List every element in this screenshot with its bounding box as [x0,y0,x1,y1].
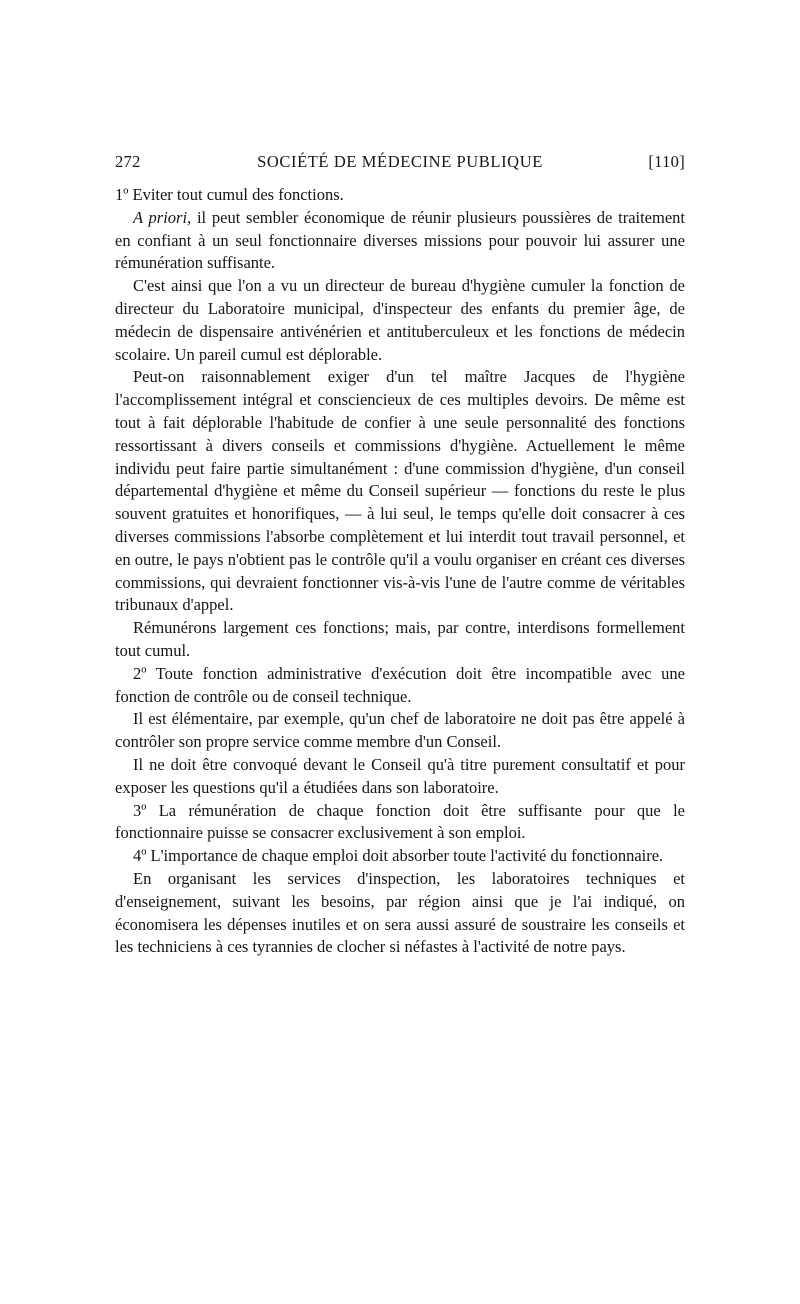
paragraph-text: 4º L'importance de chaque emploi doit absorber toute l'activité du fonctionnaire. [133,846,664,866]
paragraph-11 [115,868,685,959]
paragraph-7 [115,708,685,754]
body-text [115,184,685,959]
paragraph-10 [115,845,685,868]
paragraph-text: il peut sembler économique de réunir plusieurs poussières de traitement en confiant à un seul fonctionnaire diverses missions pour pouvoir lui assurer une rémunération suffisante. [115,207,685,273]
paragraph-text: Peut-on raisonnablement exiger d'un tel maître Jacques de l'hygiène l'accomplissement intégral et consciencieux de ces multiples devoirs. De même est tout à fait déplorable l'habitude de confier à une seule personnalité des fonctions ressortissant à divers conseils et commissions d'hygiène. Actuellement le même individu peut faire partie simultanément : d'une commission d'hygiène, d'un conseil départemental d'hygiène et même du Conseil supérieur — fonctions du reste le plus souvent gratuites et honorifiques, — à lui seul, le temps qu'elle doit consacrer à ces diverses commissions l'absorbe complètement et lui interdit tout travail personnel, et en outre, le pays n'obtient pas le contrôle qu'il a voulu organiser en créant ces diverses commissions, qui devraient fonctionner vis-à-vis l'une de l'autre comme de véritables tribunaux d'appel. [115,367,685,615]
section-reference: [110] [648,152,685,171]
paragraph-text: 3º La rémunération de chaque fonction doit être suffisante pour que le fonctionnaire puisse se consacrer exclusivement à son emploi. [115,800,685,843]
paragraph-2 [115,207,685,275]
paragraph-text: C'est ainsi que l'on a vu un directeur de bureau d'hygiène cumuler la fonction de directeur du Laboratoire municipal, d'inspecteur des enfants du premier âge, de médecin de dispensaire antivénérien et antituberculeux et les fonctions de médecin scolaire. Un pareil cumul est déplorable. [115,276,685,364]
paragraph-6 [115,663,685,709]
paragraph-text: 2º Toute fonction administrative d'exécution doit être incompatible avec une fonction de contrôle ou de conseil technique. [115,663,685,706]
running-title: SOCIÉTÉ DE MÉDECINE PUBLIQUE [257,152,543,171]
paragraph-3 [115,275,685,366]
paragraph-4 [115,366,685,617]
paragraph-text: Il ne doit être convoqué devant le Conseil qu'à titre purement consultatif et pour exposer les questions qu'il a étudiées dans son laboratoire. [115,754,685,797]
paragraph-text: 1º Eviter tout cumul des fonctions. [115,185,344,204]
paragraph-text: Rémunérons largement ces fonctions; mais, par contre, interdisons formellement tout cumul. [115,618,685,660]
document-page [115,152,685,959]
running-header [115,152,685,180]
paragraph-text: En organisant les services d'inspection, les laboratoires techniques et d'enseignement, suivant les besoins, par région ainsi que je l'ai indiqué, on économisera les dépenses inutiles et on sera aussi assuré de soustraire les conseils et les techniciens à ces tyrannies de clocher si néfastes à l'activité de notre pays. [115,868,685,957]
paragraph-9 [115,800,685,846]
italic-lead: A priori, [133,207,192,227]
paragraph-1 [115,184,685,207]
page-number: 272 [115,152,141,171]
paragraph-8 [115,754,685,800]
paragraph-5 [115,617,685,663]
paragraph-text: Il est élémentaire, par exemple, qu'un chef de laboratoire ne doit pas être appelé à contrôler son propre service comme membre d'un Conseil. [115,709,685,752]
